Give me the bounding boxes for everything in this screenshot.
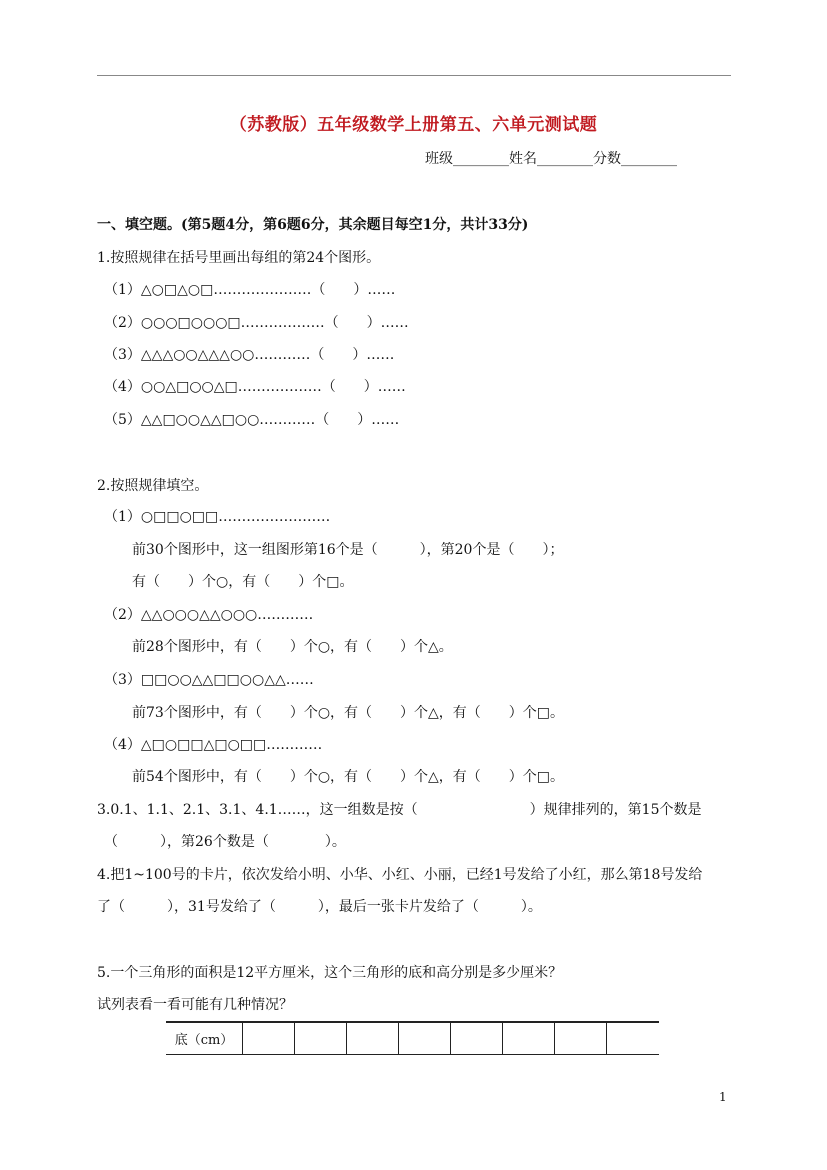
q5-line-2: 试列表看一看可能有几种情况？	[97, 997, 293, 1013]
q1-item: （2）○○○□○○○□………………（ ）……	[104, 315, 409, 331]
q1-item: （5）△△□○○△△□○○…………（ ）……	[104, 412, 400, 428]
table-header-base: 底（cm）	[166, 1022, 243, 1055]
q2-line: （2）△△○○○△△○○○…………	[104, 607, 314, 623]
table-row	[166, 1022, 659, 1055]
q2-line: （1）○□□○□□……………………	[104, 509, 331, 525]
page-number: 1	[719, 1090, 727, 1104]
table-cell[interactable]	[243, 1022, 295, 1055]
table-cell[interactable]	[451, 1022, 503, 1055]
q2-line: 前30个图形中，这一组图形第16个是（ ），第20个是（ ）；	[104, 542, 564, 558]
table-cell[interactable]	[555, 1022, 607, 1055]
section-1-heading: 一、填空题。(第5题4分，第6题6分，其余题目每空1分，共计33分)	[97, 217, 529, 233]
base-height-table	[166, 1021, 659, 1055]
q2-line: 前28个图形中，有（ ）个○，有（ ）个△。	[104, 639, 453, 655]
table-cell[interactable]	[607, 1022, 660, 1055]
q2-line: 有（ ）个○，有（ ）个□。	[104, 574, 354, 590]
table-cell[interactable]	[347, 1022, 399, 1055]
q1-item: （4）○○△□○○△□………………（ ）……	[104, 379, 406, 395]
q2-line: （3）□□○○△△□□○○△△……	[104, 672, 314, 688]
q3-line-2: （ ），第26个数是（ ）。	[104, 834, 346, 850]
page-title: （苏教版）五年级数学上册第五、六单元测试题	[229, 115, 598, 135]
q2-line: 前73个图形中，有（ ）个○，有（ ）个△，有（ ）个□。	[104, 705, 565, 721]
student-info-line: 班级________姓名________分数________	[425, 151, 677, 167]
q2-line: 前54个图形中，有（ ）个○，有（ ）个△，有（ ）个□。	[104, 769, 565, 785]
q1-item: （3）△△△○○△△△○○…………（ ）……	[104, 347, 395, 363]
header-rule	[97, 75, 731, 76]
q3-line-1: 3.0.1、1.1、2.1、3.1、4.1……，这一组数是按（ ）规律排列的，第15个数是	[97, 802, 702, 818]
table-cell[interactable]	[503, 1022, 555, 1055]
q2-line: （4）△□○□□△□○□□…………	[104, 737, 323, 753]
q5-line-1: 5.一个三角形的面积是12平方厘米，这个三角形的底和高分别是多少厘米？	[97, 965, 563, 981]
table-cell[interactable]	[295, 1022, 347, 1055]
q4-line-1: 4.把1~100号的卡片，依次发给小明、小华、小红、小丽，已经1号发给了小红，那么第18号发给	[97, 867, 703, 883]
q4-line-2: 了（ ），31号发给了（ ），最后一张卡片发给了（ ）。	[97, 899, 542, 915]
q1-stem: 1.按照规律在括号里画出每组的第24个图形。	[97, 250, 381, 266]
q2-stem: 2.按照规律填空。	[97, 478, 209, 494]
table-cell[interactable]	[399, 1022, 451, 1055]
q1-item: （1）△○□△○□…………………（ ）……	[104, 282, 396, 298]
